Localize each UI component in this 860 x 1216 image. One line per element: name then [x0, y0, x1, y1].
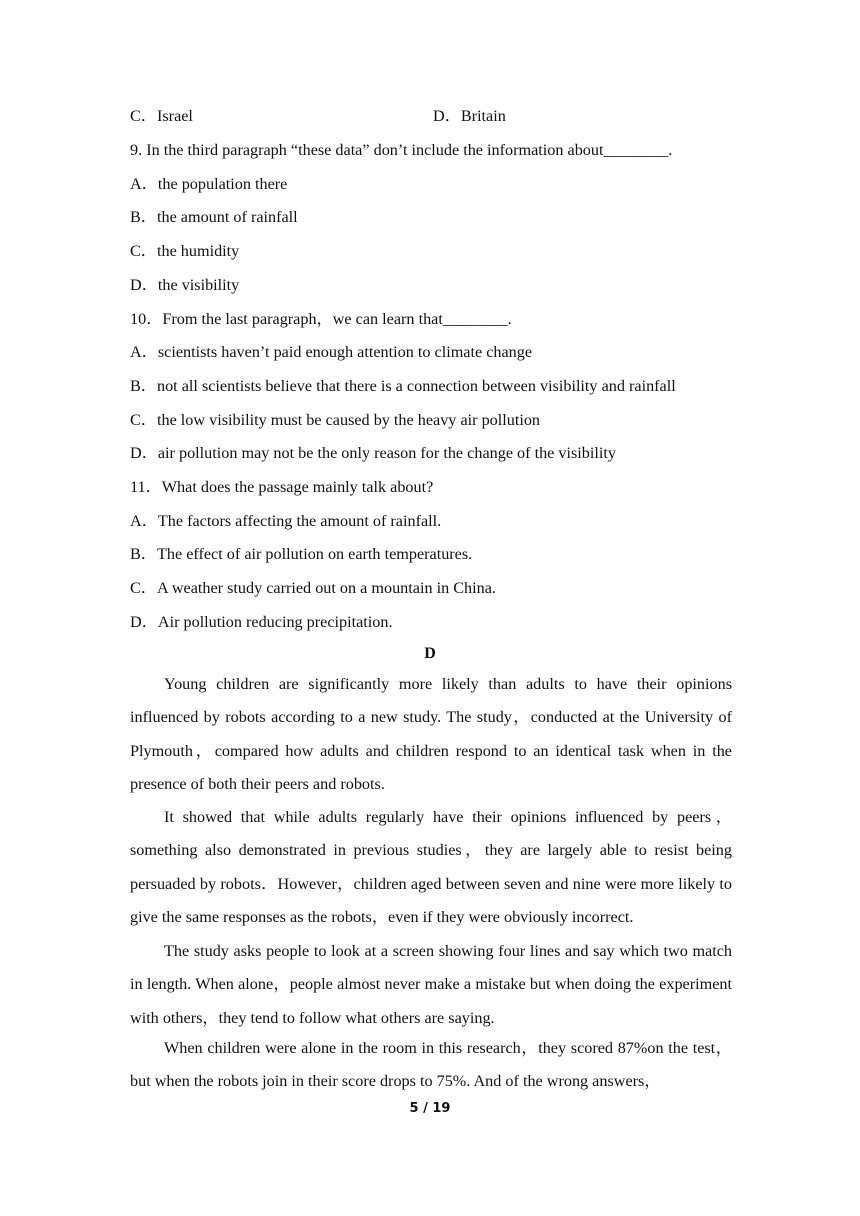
q9-option-b: B．the amount of rainfall — [130, 208, 298, 226]
q9-option-d: D．the visibility — [130, 276, 240, 294]
section-title: D — [424, 645, 436, 662]
passage-paragraph-2: It showed that while adults regularly have their opinions influenced by peers，something also demonstrated in previous studies，they are largely able to resist being persuaded by robots．However，children aged between seven and nine were more likely to give the same responses as the robots，even if they were obviously incorrect. — [130, 808, 732, 926]
option-d-text: D．Britain — [433, 107, 506, 125]
q8-option-c — [130, 106, 193, 126]
q11-stem: 11．What does the passage mainly talk about? — [130, 478, 434, 496]
q10-stem: 10．From the last paragraph，we can learn that________. — [130, 310, 512, 328]
q8-option-d — [433, 106, 506, 126]
q10-option-a: A．scientists haven’t paid enough attention to climate change — [130, 343, 533, 361]
q11-option-a: A．The factors affecting the amount of rainfall. — [130, 512, 442, 530]
q10-option-b: B．not all scientists believe that there is a connection between visibility and rainfall — [130, 377, 676, 395]
q10-option-c: C．the low visibility must be caused by the heavy air pollution — [130, 411, 541, 429]
q11-option-b: B．The effect of air pollution on earth temperatures. — [130, 545, 473, 563]
q9-stem: 9. In the third paragraph “these data” don’t include the information about________. — [130, 141, 673, 159]
option-c-text: C．Israel — [130, 107, 193, 125]
q10-option-d: D．air pollution may not be the only reason for the change of the visibility — [130, 444, 616, 462]
q11-option-d: D．Air pollution reducing precipitation. — [130, 613, 393, 631]
q11-option-c: C．A weather study carried out on a mountain in China. — [130, 579, 496, 597]
q9-option-c: C．the humidity — [130, 242, 240, 260]
page-number: 5 / 19 — [409, 1101, 451, 1116]
q9-option-a: A．the population there — [130, 175, 288, 193]
passage-paragraph-4: When children were alone in the room in this research，they scored 87%on the test，but when the robots join in their score drops to 75%. And of the wrong answers， — [130, 1039, 732, 1091]
passage-paragraph-3: The study asks people to look at a screen showing four lines and say which two match in length. When alone，people almost never make a mistake but when doing the experiment with others，they tend to follow what others are saying. — [130, 942, 732, 1027]
passage-paragraph-1: Young children are significantly more likely than adults to have their opinions influenced by robots according to a new study. The study，conducted at the University of Plymouth，compared how adults and children respond to an identical task when in the presence of both their peers and robots. — [130, 675, 732, 793]
